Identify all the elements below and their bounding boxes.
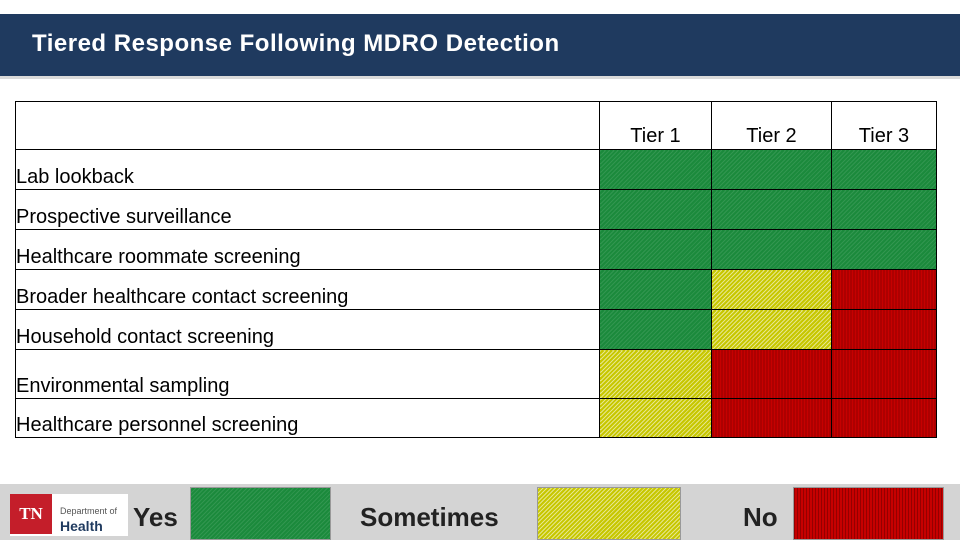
status-cell — [832, 350, 937, 399]
status-cell — [600, 310, 712, 350]
status-cell — [832, 190, 937, 230]
status-cell — [712, 399, 832, 438]
table-row — [16, 270, 937, 310]
table-row — [16, 350, 937, 399]
page-title: Tiered Response Following MDRO Detection — [32, 30, 560, 57]
logo-department-text: Department of — [60, 506, 118, 516]
status-cell — [832, 310, 937, 350]
tier-response-table — [15, 101, 937, 438]
column-header-tier-2: Tier 2 — [712, 102, 832, 150]
status-cell — [600, 230, 712, 270]
legend-no-label: No — [743, 502, 778, 532]
status-cell — [832, 230, 937, 270]
status-cell — [600, 150, 712, 190]
legend-yes-swatch — [190, 487, 331, 540]
status-cell — [712, 270, 832, 310]
table-row — [16, 310, 937, 350]
table-row — [16, 190, 937, 230]
legend-sometimes-swatch — [537, 487, 681, 540]
row-label-household-contact-screening: Household contact screening — [16, 310, 600, 350]
row-label-broader-healthcare-contact-screening: Broader healthcare contact screening — [16, 270, 600, 310]
column-header-tier-1: Tier 1 — [600, 102, 712, 150]
status-cell — [600, 270, 712, 310]
status-cell — [600, 350, 712, 399]
table-row — [16, 399, 937, 438]
legend-yes-label: Yes — [133, 502, 178, 532]
status-cell — [712, 310, 832, 350]
table-header-row — [16, 102, 937, 150]
legend-no-swatch — [793, 487, 944, 540]
legend-footer — [0, 484, 960, 540]
logo-health-text: Health — [60, 518, 103, 534]
status-cell — [832, 399, 937, 438]
tn-logo-mark: TN — [10, 494, 52, 534]
legend-sometimes-label: Sometimes — [360, 502, 499, 532]
table-row — [16, 230, 937, 270]
row-label-lab-lookback: Lab lookback — [16, 150, 600, 190]
table-row — [16, 150, 937, 190]
row-label-healthcare-personnel-screening: Healthcare personnel screening — [16, 399, 600, 438]
row-label-environmental-sampling: Environmental sampling — [16, 350, 600, 399]
row-label-prospective-surveillance: Prospective surveillance — [16, 190, 600, 230]
column-header-tier-3: Tier 3 — [832, 102, 937, 150]
status-cell — [600, 190, 712, 230]
status-cell — [832, 270, 937, 310]
status-cell — [712, 350, 832, 399]
status-cell — [712, 150, 832, 190]
table-corner-cell — [16, 102, 600, 150]
status-cell — [832, 150, 937, 190]
header-divider — [0, 76, 960, 79]
title-bar — [0, 14, 960, 76]
row-label-healthcare-roommate-screening: Healthcare roommate screening — [16, 230, 600, 270]
tn-health-logo — [10, 494, 128, 536]
status-cell — [600, 399, 712, 438]
status-cell — [712, 190, 832, 230]
status-cell — [712, 230, 832, 270]
